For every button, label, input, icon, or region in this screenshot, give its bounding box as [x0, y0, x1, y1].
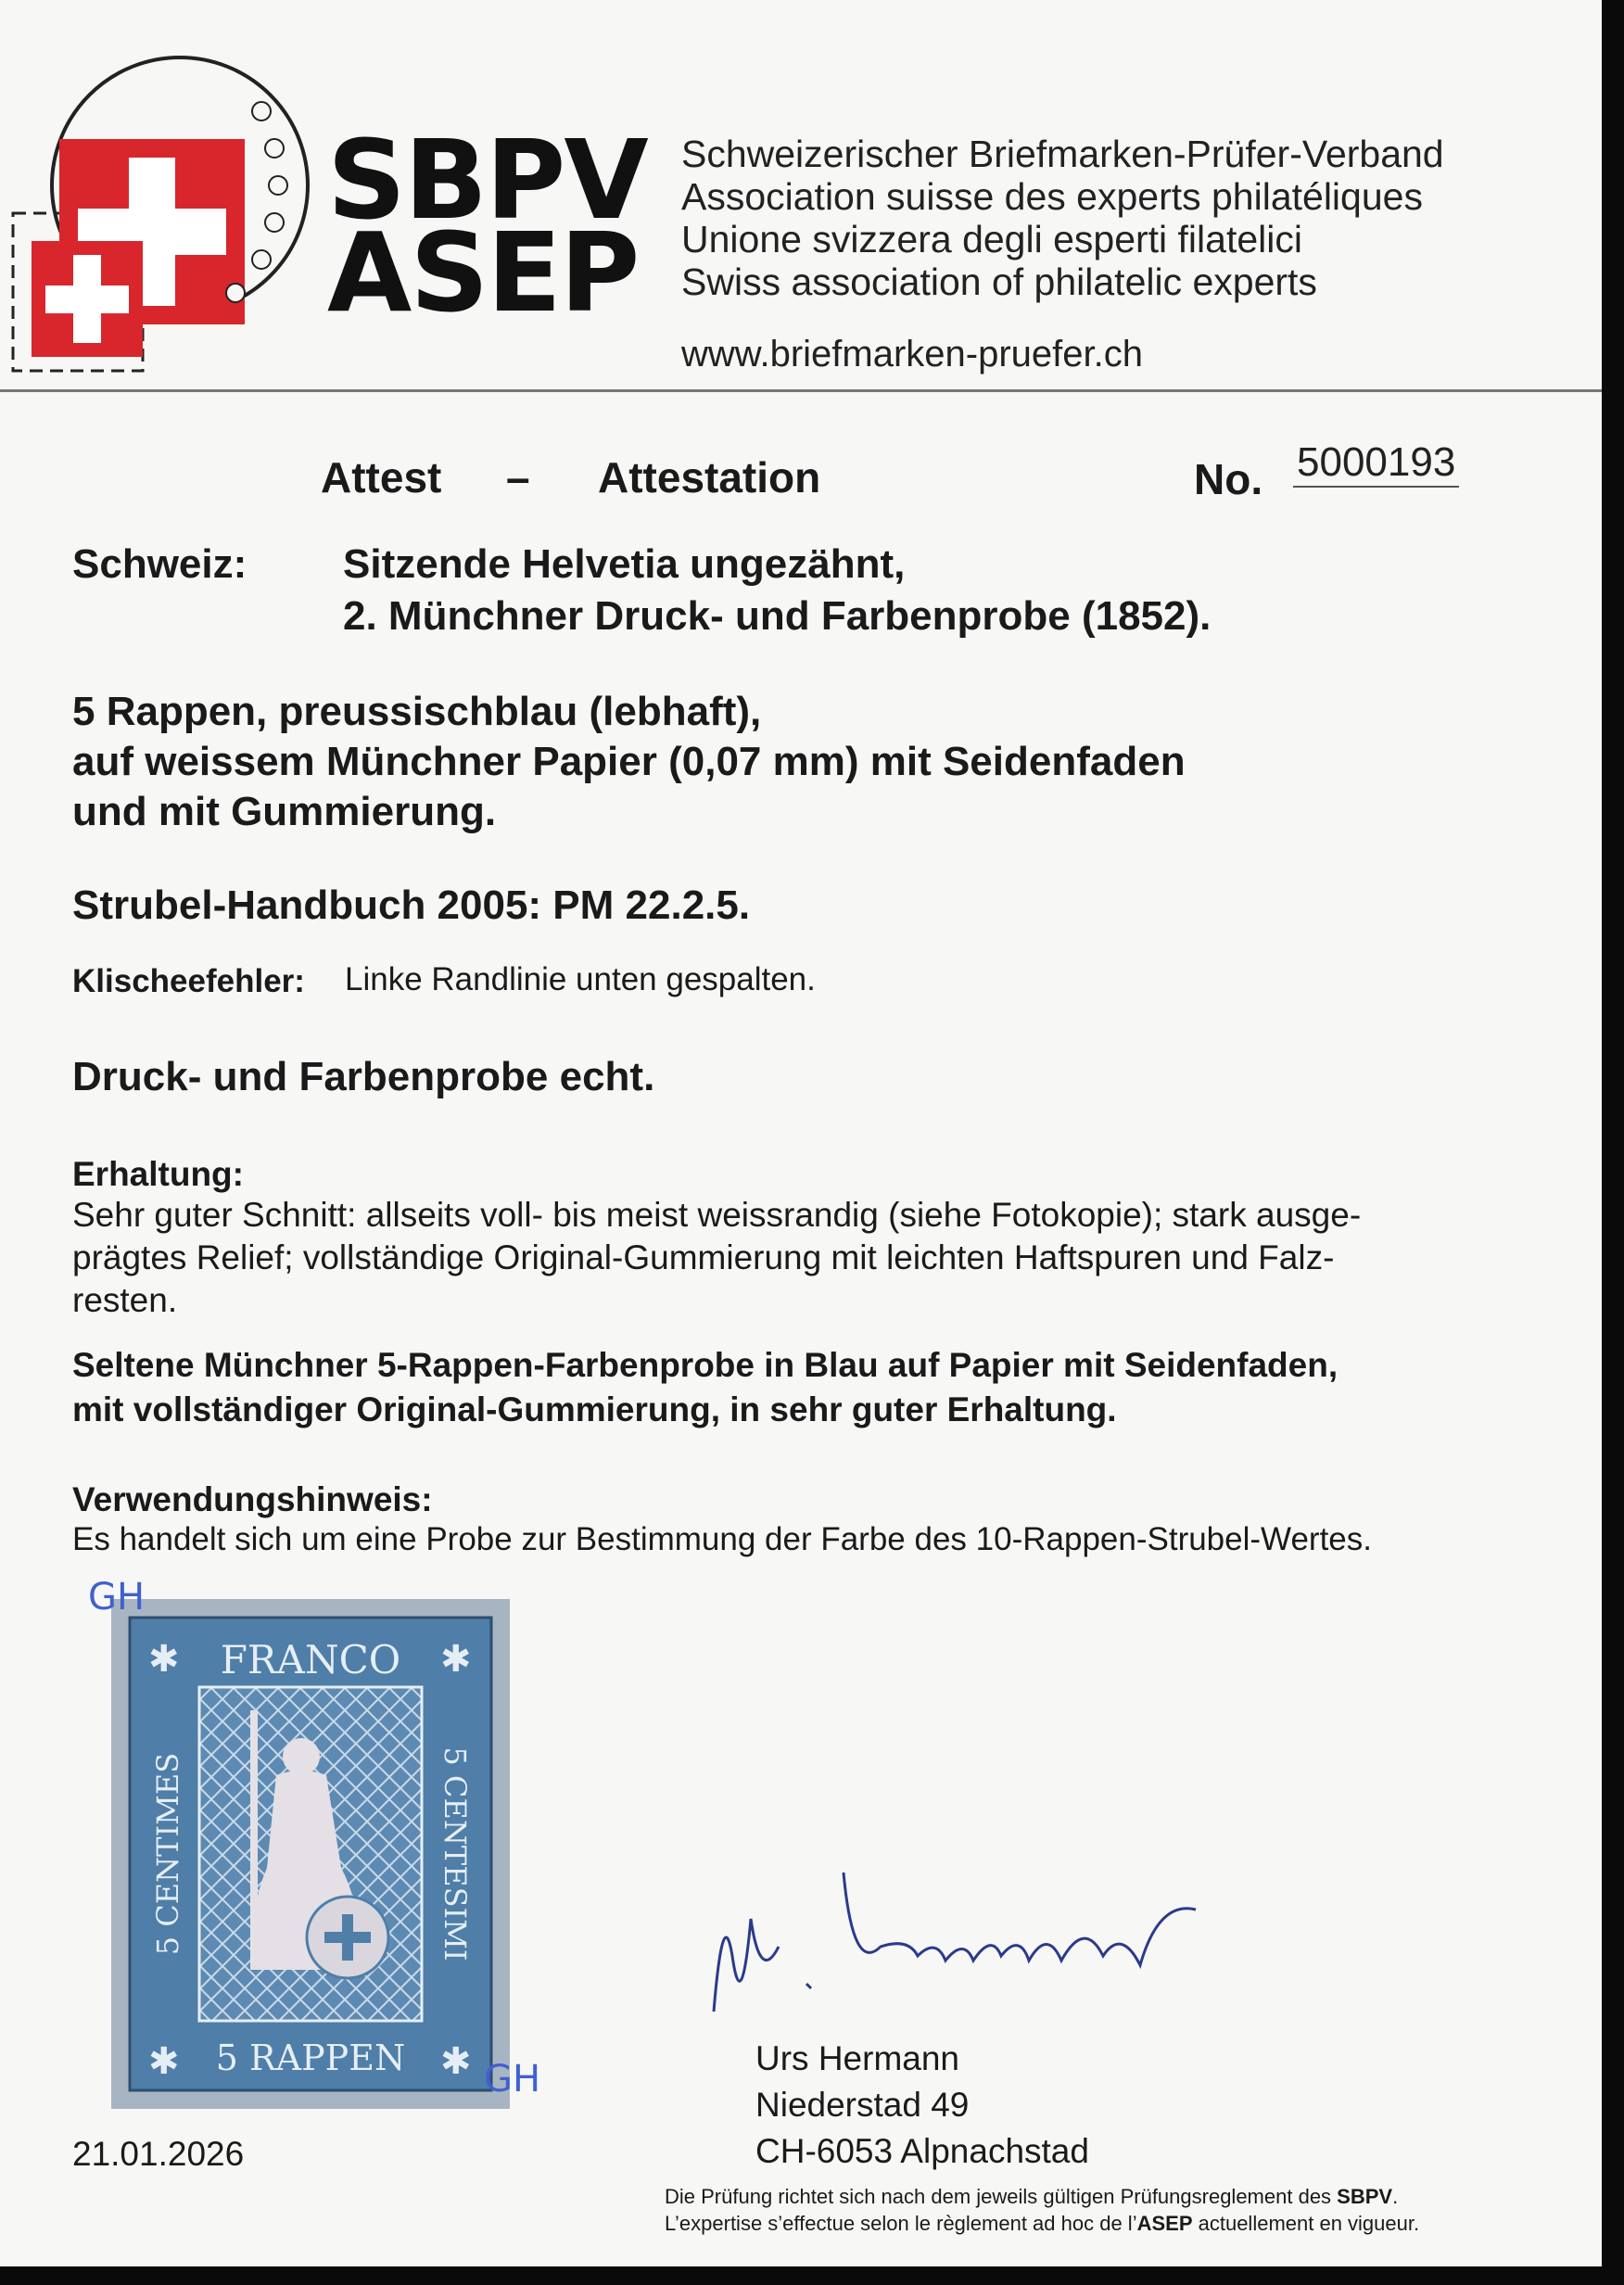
footer-de-end: . — [1392, 2185, 1399, 2208]
expert-mark-top: GH — [88, 1576, 146, 1619]
svg-text:✱: ✱ — [440, 2040, 472, 2083]
expert-mark-bottom: GH — [484, 2058, 541, 2101]
svg-text:✱: ✱ — [440, 1638, 472, 1681]
footer-note-fr — [665, 2212, 1419, 2236]
verdict: Druck- und Farbenprobe echt. — [72, 1054, 655, 1099]
website-link[interactable]: www.briefmarken-pruefer.ch — [681, 334, 1143, 374]
title-attestation: Attestation — [598, 453, 821, 501]
plate-flaw-value: Linke Randlinie unten gespalten. — [345, 961, 816, 997]
svg-text:✱: ✱ — [148, 2040, 180, 2083]
description-line-3: und mit Gummierung. — [72, 789, 497, 834]
stamp-bottom-text: 5 RAPPEN — [215, 2037, 406, 2078]
footer-de-sbpv: SBPV — [1337, 2185, 1393, 2208]
sbpv-swiss-stamp-logo-icon — [4, 56, 319, 380]
svg-text:✱: ✱ — [148, 1638, 180, 1681]
header-divider — [0, 389, 1602, 392]
expert-street: Niederstad 49 — [755, 2086, 970, 2124]
condition-line-2: prägtes Relief; vollständige Original-Gummierung mit leichten Haftspuren und Falz- — [72, 1238, 1335, 1276]
brand-sbpv: SBPV — [327, 116, 647, 244]
stamp-top-text: FRANCO — [220, 1637, 401, 1682]
description-line-1: 5 Rappen, preussischblau (lebhaft), — [72, 689, 762, 734]
catalogue-reference: Strubel-Handbuch 2005: PM 22.2.5. — [72, 882, 751, 928]
usage-note-heading: Verwendungshinweis: — [72, 1480, 433, 1518]
footer-de-text: Die Prüfung richtet sich nach dem jeweils gültigen Prüfungsreglement des — [665, 2185, 1338, 2208]
footer-fr-text: L’expertise s’effectue selon le règlement ad hoc de l’ — [665, 2212, 1137, 2235]
plate-flaw-label: Klischeefehler: — [72, 963, 305, 999]
description-line-2: auf weissem Münchner Papier (0,07 mm) mit Seidenfaden — [72, 739, 1186, 784]
title-attest: Attest — [321, 453, 442, 501]
stamp-left-text: 5 CENTIMES — [150, 1752, 185, 1956]
brand-asep: ASEP — [327, 209, 639, 336]
association-name-it: Unione svizzera degli esperti filatelici — [681, 218, 1302, 260]
country-label: Schweiz: — [72, 541, 247, 587]
stamp-right-text: 5 CENTESIMI — [438, 1746, 473, 1961]
condition-heading: Erhaltung: — [72, 1155, 244, 1193]
title-dash: – — [506, 453, 530, 501]
summary-line-2: mit vollständiger Original-Gummierung, in sehr guter Erhaltung. — [72, 1390, 1117, 1428]
issue-line-1: Sitzende Helvetia ungezähnt, — [343, 541, 906, 587]
footer-note-de — [665, 2185, 1398, 2209]
association-name-en: Swiss association of philatelic experts — [681, 260, 1317, 303]
summary-line-1: Seltene Münchner 5-Rappen-Farbenprobe in Blau auf Papier mit Seidenfaden, — [72, 1346, 1339, 1384]
footer-fr-end: actuellement en vigueur. — [1192, 2212, 1420, 2235]
certificate-number: 5000193 — [1293, 439, 1459, 488]
handwritten-signature-icon — [695, 1845, 1233, 2030]
issue-line-2: 2. Münchner Druck- und Farbenprobe (1852). — [343, 593, 1212, 639]
condition-line-1: Sehr guter Schnitt: allseits voll- bis meist weissrandig (siehe Fotokopie); stark ausge- — [72, 1196, 1362, 1234]
certificate-no-label: No. — [1194, 455, 1263, 503]
date: 21.01.2026 — [72, 2135, 245, 2173]
association-name-de: Schweizerischer Briefmarken-Prüfer-Verband — [681, 133, 1444, 175]
expert-name: Urs Hermann — [755, 2039, 959, 2077]
expert-city: CH-6053 Alpnachstad — [755, 2132, 1089, 2170]
usage-note-text: Es handelt sich um eine Probe zur Bestimmung der Farbe des 10-Rappen-Strubel-Wertes. — [72, 1521, 1372, 1557]
condition-line-3: resten. — [72, 1281, 178, 1319]
stamp-photo — [111, 1599, 510, 2109]
footer-fr-asep: ASEP — [1136, 2212, 1193, 2235]
association-name-fr: Association suisse des experts philatéliques — [681, 175, 1423, 218]
